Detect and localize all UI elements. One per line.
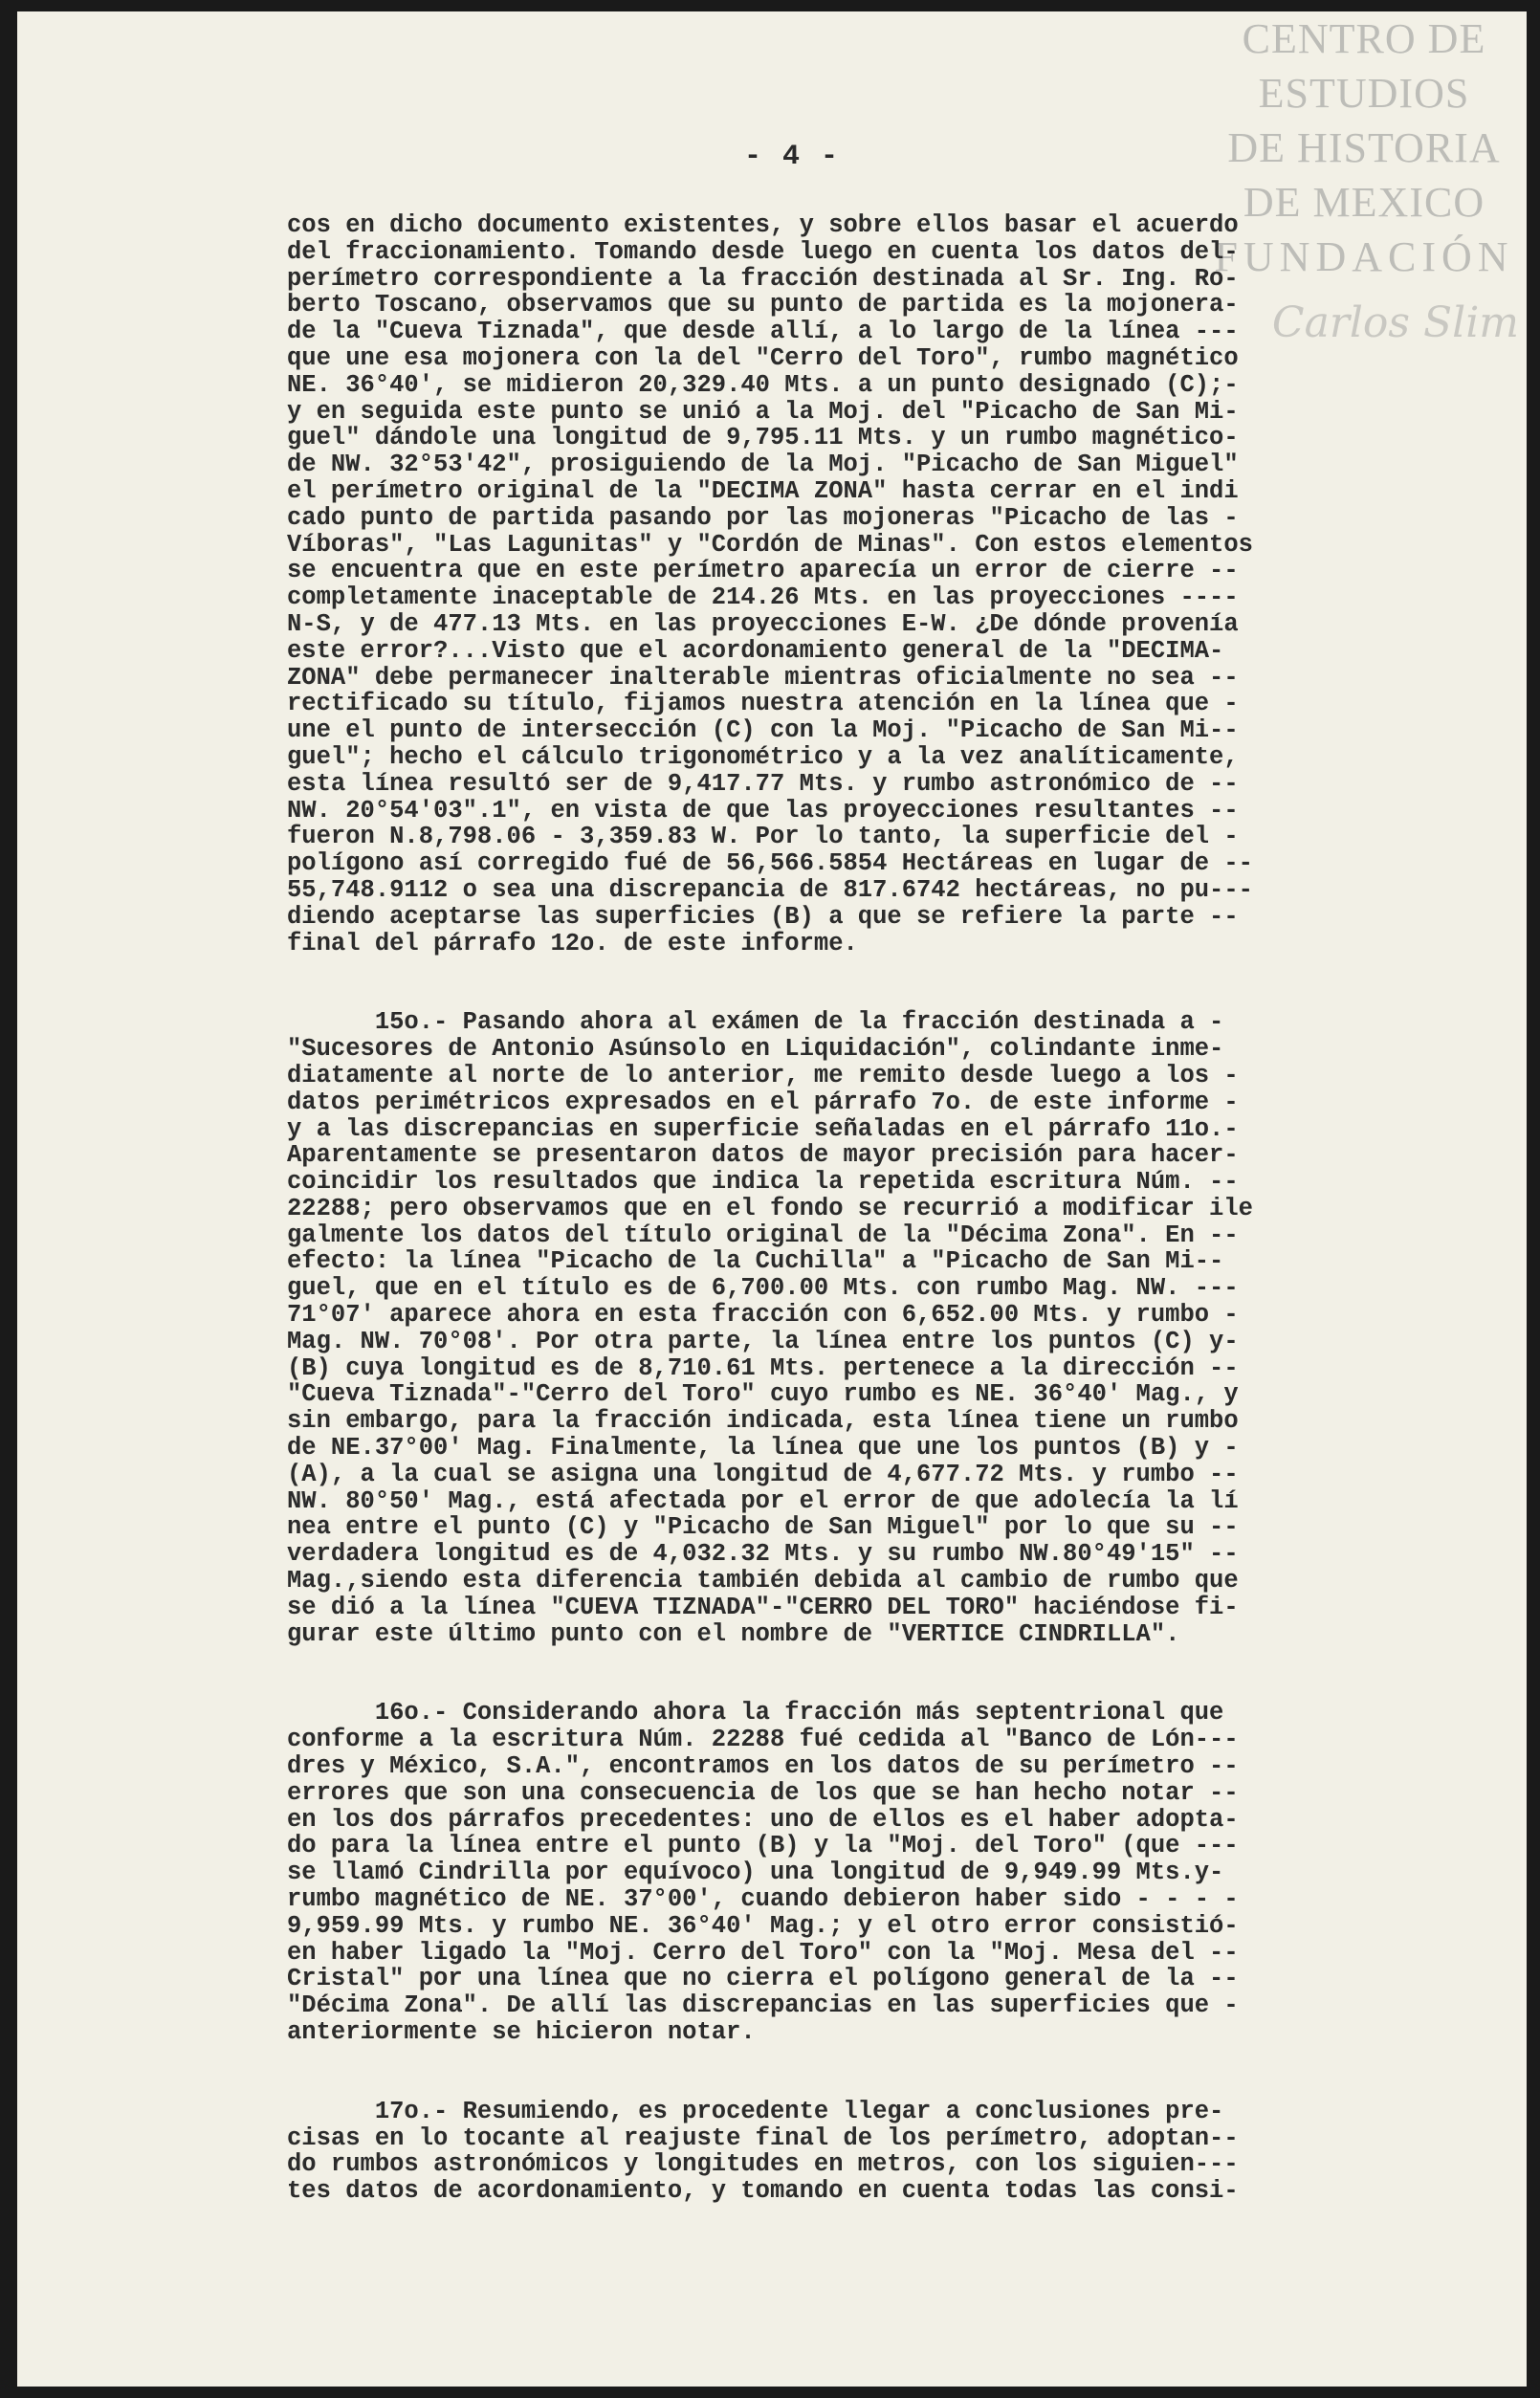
text-line: (B) cuya longitud es de 8,710.61 Mts. pertenece a la dirección --: [287, 1353, 1239, 1382]
text-line: fueron N.8,798.06 - 3,359.83 W. Por lo tanto, la superficie del -: [287, 823, 1239, 851]
text-line: este error?...Visto que el acordonamiento general de la "DECIMA-: [287, 636, 1224, 665]
text-line: 15o.- Pasando ahora al exámen de la fracción destinada a -: [287, 1008, 1224, 1037]
text-line: "Sucesores de Antonio Asúnsolo en Liquidación", colindante inme-: [287, 1035, 1224, 1064]
text-line: se llamó Cindrilla por equívoco) una longitud de 9,949.99 Mts.y-: [287, 1859, 1224, 1887]
text-line: ZONA" debe permanecer inalterable mientras oficialmente no sea --: [287, 663, 1239, 692]
text-line: NW. 20°54'03".1", en vista de que las proyecciones resultantes --: [287, 796, 1239, 825]
text-line: polígono así corregido fué de 56,566.5854 Hectáreas en lugar de --: [287, 849, 1253, 878]
watermark-line: DE MEXICO: [1243, 179, 1485, 226]
text-line: berto Toscano, observamos que su punto de partida es la mojonera-: [287, 291, 1239, 319]
text-line: nea entre el punto (C) y "Picacho de San Miguel" por lo que su --: [287, 1513, 1239, 1542]
text-line: "Décima Zona". De allí las discrepancias en las superficies que -: [287, 1991, 1239, 2020]
text-line: galmente los datos del título original de la "Décima Zona". En --: [287, 1221, 1239, 1249]
text-line: NE. 36°40', se midieron 20,329.40 Mts. a un punto designado (C);-: [287, 370, 1239, 399]
text-line: cos en dicho documento existentes, y sobre ellos basar el acuerdo: [287, 211, 1239, 239]
page-number: - 4 -: [744, 141, 841, 173]
text-line: perímetro correspondiente a la fracción destinada al Sr. Ing. Ro-: [287, 264, 1239, 293]
text-line: errores que son una consecuencia de los que se han hecho notar --: [287, 1778, 1239, 1807]
text-line: N-S, y de 477.13 Mts. en las proyecciones E-W. ¿De dónde provenía: [287, 609, 1239, 638]
watermark-line: FUNDACIÓN: [1214, 233, 1514, 280]
watermark-line: ESTUDIOS: [1258, 70, 1470, 117]
text-line: final del párrafo 12o. de este informe.: [287, 929, 858, 957]
text-line: en los dos párrafos precedentes: uno de ellos es el haber adopta-: [287, 1805, 1239, 1834]
paragraph: [287, 212, 1473, 957]
typed-body: [287, 212, 1473, 2205]
text-line: en haber ligado la "Moj. Cerro del Toro" con la "Moj. Mesa del --: [287, 1938, 1239, 1967]
text-line: anteriormente se hicieron notar.: [287, 2018, 756, 2046]
text-line: el perímetro original de la "DECIMA ZONA" hasta cerrar en el indi: [287, 476, 1239, 505]
text-line: do rumbos astronómicos y longitudes en metros, con los siguien---: [287, 2150, 1239, 2179]
text-line: de NW. 32°53'42", prosiguiendo de la Moj. "Picacho de San Miguel": [287, 451, 1239, 479]
text-line: guel"; hecho el cálculo trigonométrico y a la vez analíticamente,: [287, 742, 1239, 771]
text-line: Mag. NW. 70°08'. Por otra parte, la línea entre los puntos (C) y-: [287, 1327, 1239, 1355]
watermark-line: DE HISTORIA: [1227, 124, 1501, 171]
text-line: cisas en lo tocante al reajuste final de los perímetro, adoptan--: [287, 2123, 1239, 2152]
text-line: rectificado su título, fijamos nuestra atención en la línea que -: [287, 690, 1239, 718]
text-line: y en seguida este punto se unió a la Moj. del "Picacho de San Mi-: [287, 397, 1239, 426]
text-line: do para la línea entre el punto (B) y la "Moj. del Toro" (que ---: [287, 1832, 1239, 1860]
text-line: se encuentra que en este perímetro aparecía un error de cierre --: [287, 557, 1239, 585]
text-line: tes datos de acordonamiento, y tomando en cuenta todas las consi-: [287, 2177, 1239, 2206]
text-line: diatamente al norte de lo anterior, me remito desde luego a los -: [287, 1061, 1239, 1089]
text-line: "Cueva Tiznada"-"Cerro del Toro" cuyo rumbo es NE. 36°40' Mag., y: [287, 1380, 1239, 1409]
text-line: efecto: la línea "Picacho de la Cuchilla" a "Picacho de San Mi--: [287, 1247, 1224, 1276]
text-line: datos perimétricos expresados en el párrafo 7o. de este informe -: [287, 1088, 1239, 1116]
watermark-line: CENTRO DE: [1242, 15, 1486, 62]
text-line: sin embargo, para la fracción indicada, esta línea tiene un rumbo: [287, 1407, 1239, 1436]
text-line: coincidir los resultados que indica la repetida escritura Núm. --: [287, 1168, 1239, 1197]
text-line: que une esa mojonera con la del "Cerro del Toro", rumbo magnético: [287, 343, 1239, 372]
text-line: guel, que en el título es de 6,700.00 Mts. con rumbo Mag. NW. ---: [287, 1274, 1239, 1303]
text-line: rumbo magnético de NE. 37°00', cuando debieron haber sido - - - -: [287, 1885, 1239, 1914]
text-line: de NE.37°00' Mag. Finalmente, la línea que une los puntos (B) y -: [287, 1434, 1239, 1463]
text-line: completamente inaceptable de 214.26 Mts. en las proyecciones ----: [287, 583, 1239, 612]
text-line: 9,959.99 Mts. y rumbo NE. 36°40' Mag.; y el otro error consistió-: [287, 1911, 1239, 1940]
text-line: Víboras", "Las Lagunitas" y "Cordón de Minas". Con estos elementos: [287, 530, 1253, 559]
text-line: Aparentamente se presentaron datos de mayor precisión para hacer-: [287, 1141, 1239, 1170]
text-line: verdadera longitud es de 4,032.32 Mts. y su rumbo NW.80°49'15" --: [287, 1540, 1239, 1569]
text-line: del fraccionamiento. Tomando desde luego en cuenta los datos del-: [287, 237, 1239, 266]
text-line: 16o.- Considerando ahora la fracción más septentrional que: [287, 1699, 1224, 1727]
paragraph: [287, 2099, 1473, 2205]
paragraph: [287, 1700, 1473, 2045]
text-line: esta línea resultó ser de 9,417.77 Mts. y rumbo astronómico de --: [287, 769, 1239, 798]
text-line: 17o.- Resumiendo, es procedente llegar a conclusiones pre-: [287, 2097, 1224, 2125]
text-line: une el punto de intersección (C) con la Moj. "Picacho de San Mi--: [287, 716, 1239, 745]
text-line: 55,748.9112 o sea una discrepancia de 817.6742 hectáreas, no pu---: [287, 875, 1253, 904]
text-line: 71°07' aparece ahora en esta fracción con 6,652.00 Mts. y rumbo -: [287, 1301, 1239, 1330]
text-line: diendo aceptarse las superficies (B) a que se refiere la parte --: [287, 902, 1239, 931]
text-line: gurar este último punto con el nombre de "VERTICE CINDRILLA".: [287, 1619, 1180, 1648]
text-line: conforme a la escritura Núm. 22288 fué cedida al "Banco de Lón---: [287, 1726, 1239, 1754]
document-page: [17, 11, 1527, 2387]
text-line: 22288; pero observamos que en el fondo se recurrió a modificar ile: [287, 1194, 1253, 1222]
text-line: NW. 80°50' Mag., está afectada por el error de que adolecía la lí: [287, 1486, 1239, 1515]
watermark-signature: Carlos Slim: [1271, 298, 1519, 347]
text-line: cado punto de partida pasando por las mojoneras "Picacho de las -: [287, 503, 1239, 532]
text-line: de la "Cueva Tiznada", que desde allí, a lo largo de la línea ---: [287, 318, 1239, 346]
paragraph: [287, 1009, 1473, 1647]
text-line: guel" dándole una longitud de 9,795.11 Mts. y un rumbo magnético-: [287, 424, 1239, 452]
text-line: (A), a la cual se asigna una longitud de 4,677.72 Mts. y rumbo --: [287, 1460, 1239, 1488]
text-line: se dió a la línea "CUEVA TIZNADA"-"CERRO DEL TORO" haciéndose fi-: [287, 1593, 1239, 1621]
text-line: dres y México, S.A.", encontramos en los datos de su perímetro --: [287, 1752, 1239, 1781]
text-line: Cristal" por una línea que no cierra el polígono general de la --: [287, 1965, 1239, 1993]
text-line: y a las discrepancias en superficie señaladas en el párrafo 11o.-: [287, 1114, 1239, 1143]
text-line: Mag.,siendo esta diferencia también debida al cambio de rumbo que: [287, 1567, 1239, 1595]
